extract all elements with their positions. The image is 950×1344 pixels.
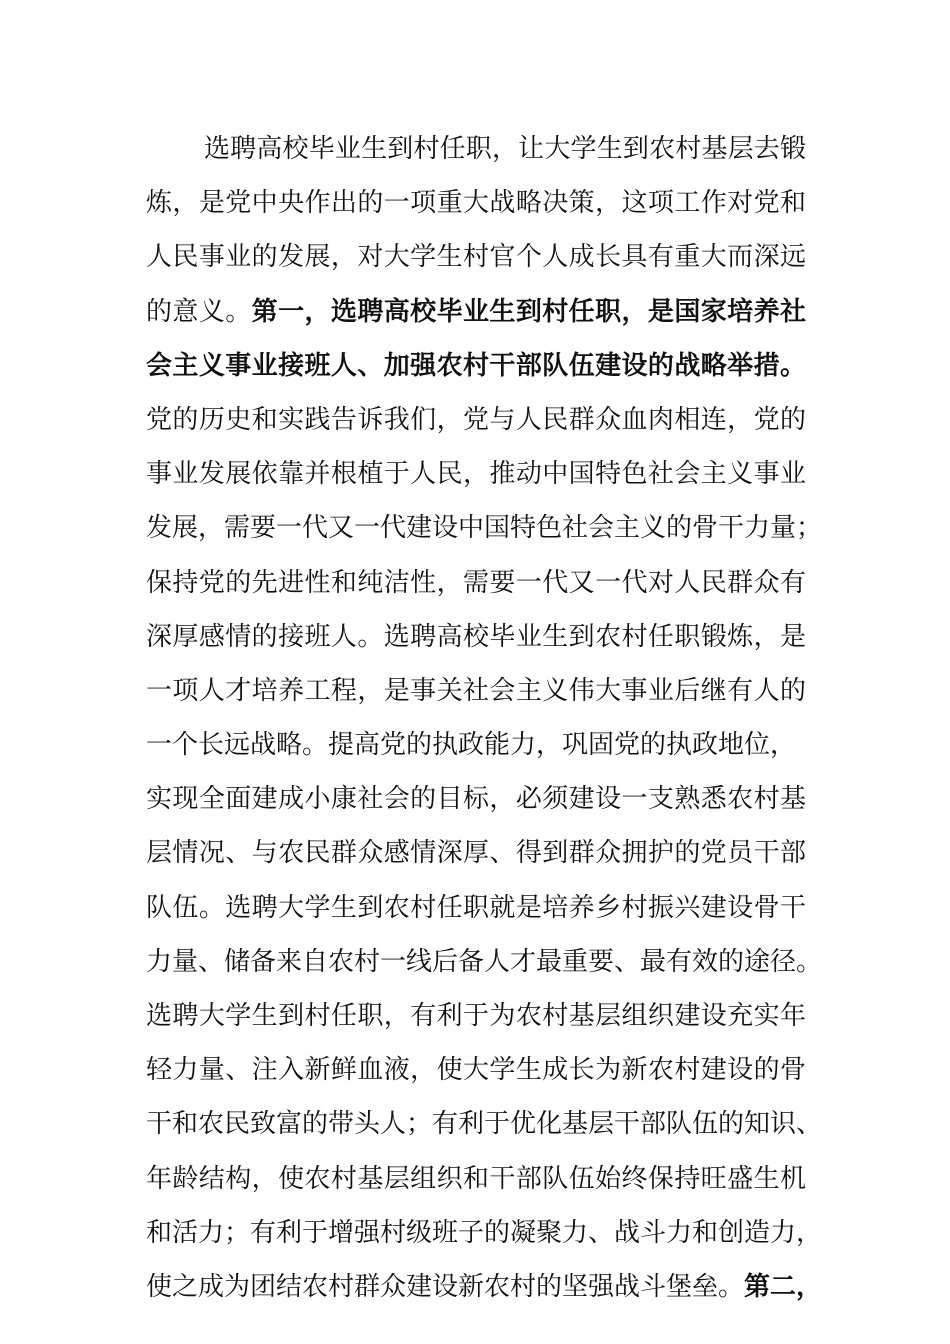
- text-segment: 发展，需要一代又一代建设中国特色社会主义的骨干力量；: [146, 513, 823, 544]
- text-segment: 人民事业的发展，对大学生村官个人成长具有重大而深远: [146, 242, 806, 273]
- text-line: [146, 935, 823, 989]
- text-line: [146, 610, 806, 664]
- text-line: [146, 989, 806, 1043]
- text-line: [146, 718, 806, 772]
- text-segment: 深厚感情的接班人。选聘高校毕业生到农村任职锻炼，是: [146, 621, 806, 652]
- text-line: [146, 1206, 823, 1260]
- text-segment: 的意义。: [146, 296, 252, 327]
- bold-heading-text: 第二，: [744, 1271, 823, 1302]
- text-segment: 轻力量、注入新鲜血液，使大学生成长为新农村建设的骨: [146, 1055, 806, 1086]
- text-line: [146, 447, 806, 501]
- text-line: [146, 826, 806, 880]
- text-segment: 层情况、与农民群众感情深厚、得到群众拥护的党员干部: [146, 838, 806, 869]
- text-segment: 力量、储备来自农村一线后备人才最重要、最有效的途径。: [146, 946, 823, 977]
- text-line: [146, 881, 806, 935]
- text-segment: 炼，是党中央作出的一项重大战略决策，这项工作对党和: [146, 188, 806, 219]
- text-line: [146, 556, 806, 610]
- text-line: [146, 285, 806, 339]
- text-segment: 党的历史和实践告诉我们，党与人民群众血肉相连，党的: [146, 404, 806, 435]
- text-line: [146, 1043, 806, 1097]
- text-segment: 选聘高校毕业生到村任职，让大学生到农村基层去锻: [204, 134, 806, 164]
- text-line: [146, 230, 806, 284]
- text-segment: 和活力；有利于增强村级班子的凝聚力、战斗力和创造力，: [146, 1217, 823, 1248]
- text-line: [146, 1260, 823, 1314]
- text-line: [146, 772, 806, 826]
- text-line: [146, 664, 806, 718]
- text-line: [146, 339, 806, 393]
- text-segment: 事业发展依靠并根植于人民，推动中国特色社会主义事业: [146, 459, 806, 490]
- text-line: [146, 1152, 806, 1206]
- text-line: [146, 1097, 823, 1151]
- text-segment: 一项人才培养工程，是事关社会主义伟大事业后继有人的: [146, 675, 806, 706]
- bold-heading-text: 第一，选聘高校毕业生到村任职，是国家培养社: [251, 296, 806, 327]
- text-segment: 年龄结构，使农村基层组织和干部队伍始终保持旺盛生机: [146, 1163, 806, 1194]
- bold-heading-text: 会主义事业接班人、加强农村干部队伍建设的战略举措。: [146, 350, 806, 381]
- text-segment: 实现全面建成小康社会的目标，必须建设一支熟悉农村基: [146, 784, 806, 815]
- text-segment: 一个长远战略。提高党的执政能力，巩固党的执政地位，: [146, 730, 797, 761]
- text-segment: 保持党的先进性和纯洁性，需要一代又一代对人民群众有: [146, 567, 806, 598]
- text-segment: 队伍。选聘大学生到农村任职就是培养乡村振兴建设骨干: [146, 892, 806, 923]
- text-segment: 选聘大学生到村任职，有利于为农村基层组织建设充实年: [146, 1001, 806, 1031]
- text-segment: 干和农民致富的带头人；有利于优化基层干部队伍的知识、: [146, 1109, 823, 1140]
- text-segment: 使之成为团结农村群众建设新农村的坚强战斗堡垒。: [146, 1271, 745, 1302]
- text-line: [146, 122, 806, 176]
- text-line: [146, 393, 806, 447]
- body-paragraph: [146, 122, 823, 1314]
- text-line: [146, 176, 806, 230]
- text-line: [146, 501, 823, 555]
